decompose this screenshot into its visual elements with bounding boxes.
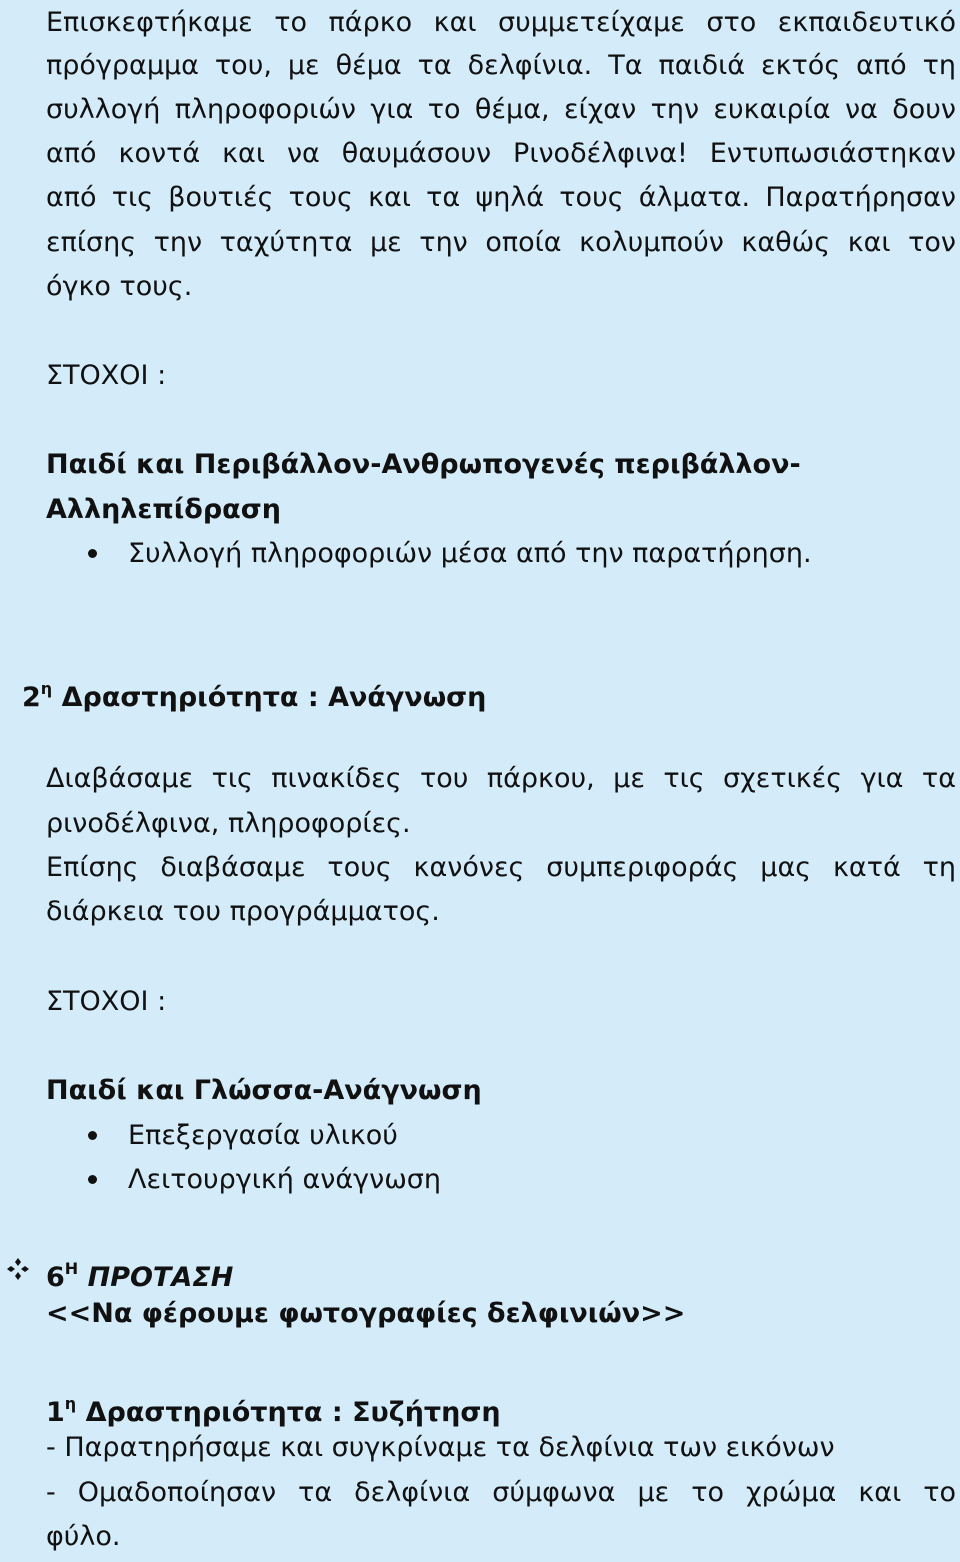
- goals-heading: ΣΤΟΧΟΙ :: [46, 986, 167, 1017]
- paragraph-line: από κοντά και να θαυμάσουν Ρινοδέλφινα! Εντυπωσιάστηκαν: [46, 138, 956, 169]
- activity-superscript: η: [40, 679, 53, 698]
- proposal-heading: [46, 1246, 233, 1292]
- four-diamond-bullet-icon: [6, 1257, 30, 1281]
- proposal-subtitle: <<Να φέρουμε φωτογραφίες δελφινιών>>: [46, 1298, 686, 1329]
- list-item-text: Συλλογή πληροφοριών μέσα από την παρατήρηση.: [128, 538, 812, 569]
- proposal-number: 6: [46, 1262, 65, 1293]
- paragraph-line: Επισκεφτήκαμε το πάρκο και συμμετείχαμε στο εκπαιδευτικό: [46, 7, 956, 38]
- paragraph-line: Διαβάσαμε τις πινακίδες του πάρκου, με τις σχετικές για τα: [46, 763, 956, 794]
- paragraph-line: Επίσης διαβάσαμε τους κανόνες συμπεριφοράς μας κατά τη: [46, 852, 956, 883]
- paragraph-line: πρόγραμμα του, με θέμα τα δελφίνια. Τα παιδιά εκτός από τη: [46, 50, 956, 81]
- goals-subject: Παιδί και Περιβάλλον-Ανθρωπογενές περιβάλλον-: [46, 449, 801, 480]
- goals-heading: ΣΤΟΧΟΙ :: [46, 360, 167, 391]
- activity-superscript: η: [64, 1394, 77, 1413]
- paragraph-line: ρινοδέλφινα, πληροφορίες.: [46, 808, 411, 839]
- paragraph-line: επίσης την ταχύτητα με την οποία κολυμπούν καθώς και τον: [46, 227, 956, 258]
- activity-title: Δραστηριότητα : Ανάγνωση: [61, 682, 487, 713]
- activity-number: 1: [46, 1397, 65, 1428]
- paragraph-line: - Παρατηρήσαμε και συγκρίναμε τα δελφίνια των εικόνων: [46, 1432, 835, 1463]
- activity-heading: [46, 1381, 501, 1427]
- goals-subject: Παιδί και Γλώσσα-Ανάγνωση: [46, 1075, 482, 1106]
- activity-number: 2: [22, 682, 41, 713]
- paragraph-line: όγκο τους.: [46, 271, 193, 302]
- list-item-text: Επεξεργασία υλικού: [128, 1120, 398, 1151]
- goals-subject: Αλληλεπίδραση: [46, 494, 281, 525]
- bullet-icon: [88, 549, 97, 558]
- paragraph-line: - Ομαδοποίησαν τα δελφίνια σύμφωνα με το χρώμα και το: [46, 1477, 956, 1508]
- paragraph-line: φύλο.: [46, 1521, 121, 1552]
- paragraph-line: συλλογή πληροφοριών για το θέμα, είχαν την ευκαιρία να δουν: [46, 94, 956, 125]
- proposal-superscript: Η: [64, 1259, 79, 1278]
- bullet-icon: [88, 1175, 97, 1184]
- activity-title: Δραστηριότητα : Συζήτηση: [85, 1397, 501, 1428]
- list-item-text: Λειτουργική ανάγνωση: [128, 1164, 442, 1195]
- proposal-title: ΠΡΟΤΑΣΗ: [87, 1262, 234, 1293]
- paragraph-line: διάρκεια του προγράμματος.: [46, 896, 440, 927]
- activity-heading: [22, 666, 486, 712]
- paragraph-line: από τις βουτιές τους και τα ψηλά τους άλματα. Παρατήρησαν: [46, 182, 956, 213]
- bullet-icon: [88, 1131, 97, 1140]
